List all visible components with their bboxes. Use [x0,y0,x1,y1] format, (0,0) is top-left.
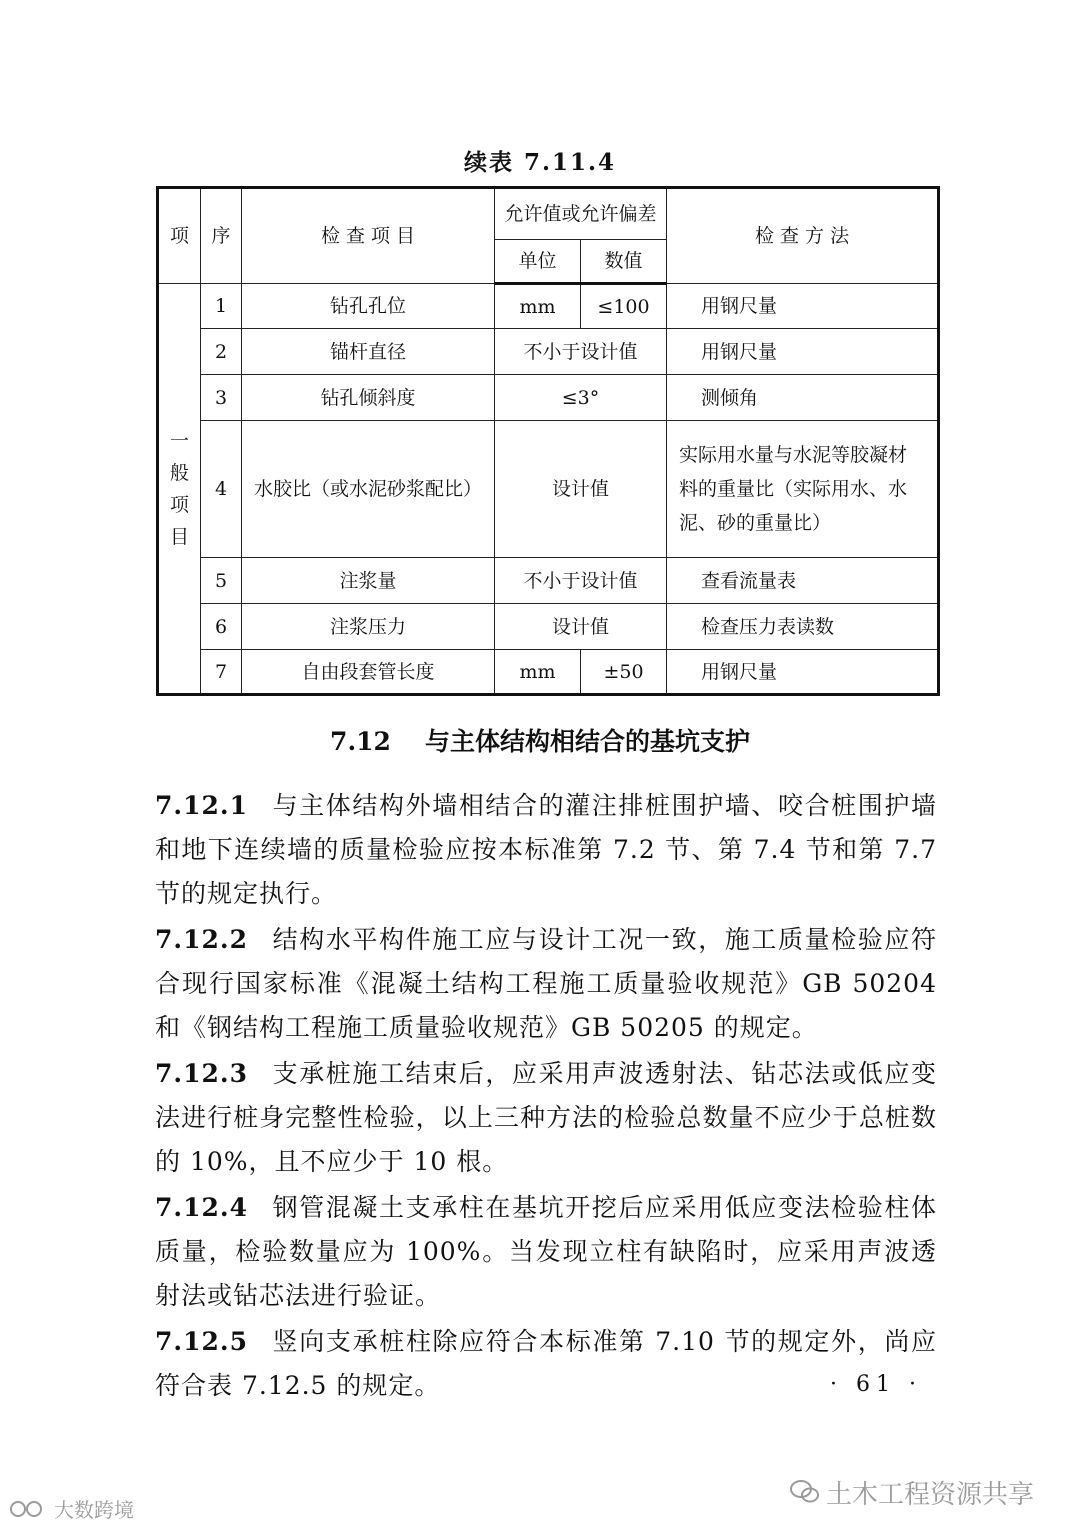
table-title: 续表 7.11.4 [463,149,617,176]
row-item: 注浆压力 [242,604,495,650]
clauses [155,784,937,1410]
header-allowance: 允许值或允许偏差 [495,188,667,240]
watermark-right [790,1474,1034,1512]
clause-paragraph [155,1320,937,1408]
section-title: 与主体结构相结合的基坑支护 [424,727,750,756]
clause-number: 7.12.2 [155,925,248,954]
row-seq: 4 [201,421,242,558]
table-header-row [158,188,939,240]
row-value: ≤100 [581,284,667,329]
row-seq: 7 [201,650,242,695]
clause-text: 结构水平构件施工应与设计工况一致，施工质量检验应符合现行国家标准《混凝土结构工程施工质量验收规范》GB 50204 和《钢结构工程施工质量验收规范》GB 50205 的规定。 [155,925,937,1042]
row-item: 钻孔孔位 [242,284,495,329]
row-item: 水胶比（或水泥砂浆配比） [242,421,495,558]
row-method: 测倾角 [667,375,939,421]
clause-number: 7.12.1 [155,791,248,820]
header-unit: 单位 [495,240,581,284]
section-number: 7.12 [330,727,391,756]
watermark-left [8,1494,134,1524]
header-method: 检 查 方 法 [667,188,939,284]
group-label [158,284,201,695]
row-method: 用钢尺量 [667,650,939,695]
group-label-char: 目 [169,525,189,548]
header-item: 项 [158,188,201,284]
clause-number: 7.12.4 [155,1193,248,1222]
clause-paragraph [155,1186,937,1318]
row-allowance: 设计值 [495,421,667,558]
section-heading [0,722,1080,758]
row-item: 自由段套管长度 [242,650,495,695]
row-item: 钻孔倾斜度 [242,375,495,421]
row-method: 用钢尺量 [667,284,939,329]
page-number: · 61 · [830,1372,922,1397]
header-check-item: 检 查 项 目 [242,188,495,284]
clause-text: 竖向支承桩柱除应符合本标准第 7.10 节的规定外，尚应符合表 7.12.5 的规定。 [155,1327,937,1400]
clause-text: 与主体结构外墙相结合的灌注排桩围护墙、咬合桩围护墙和地下连续墙的质量检验应按本标准第 7.2 节、第 7.4 节和第 7.7 节的规定执行。 [155,791,937,908]
clause-paragraph [155,784,937,916]
clause-text: 钢管混凝土支承柱在基坑开挖后应采用低应变法检验柱体质量，检验数量应为 100%。当发现立柱有缺陷时，应采用声波透射法或钻芯法进行验证。 [155,1193,937,1310]
table-row [158,329,939,375]
clause-number: 7.12.5 [155,1327,248,1356]
table-row [158,650,939,695]
table-row [158,284,939,329]
row-seq: 5 [201,558,242,604]
row-allowance: 不小于设计值 [495,329,667,375]
row-value: ±50 [581,650,667,695]
row-seq: 3 [201,375,242,421]
header-value: 数值 [581,240,667,284]
row-seq: 2 [201,329,242,375]
row-unit: mm [495,650,581,695]
watermark-right-text: 土木工程资源共享 [826,1480,1035,1510]
clause-text: 支承桩施工结束后，应采用声波透射法、钻芯法或低应变法进行桩身完整性检验，以上三种方法的检验总数量不应少于总桩数的 10%，且不应少于 10 根。 [155,1059,937,1176]
group-label-char: 般 [169,461,189,484]
table-row [158,375,939,421]
row-method: 实际用水量与水泥等胶凝材料的重量比（实际用水、水泥、砂的重量比） [667,421,939,558]
logo-icon [8,1499,48,1524]
row-unit: mm [495,284,581,329]
row-item: 锚杆直径 [242,329,495,375]
row-seq: 1 [201,284,242,329]
row-method: 用钢尺量 [667,329,939,375]
row-allowance: ≤3° [495,375,667,421]
clause-paragraph [155,918,937,1050]
row-method: 查看流量表 [667,558,939,604]
table-row [158,604,939,650]
header-seq: 序 [201,188,242,284]
group-label-char: 项 [169,493,189,516]
spec-table [156,186,940,696]
row-method: 检查压力表读数 [667,604,939,650]
group-label-char: 一 [169,429,189,452]
row-seq: 6 [201,604,242,650]
clause-paragraph [155,1052,937,1184]
table-row [158,558,939,604]
row-allowance: 不小于设计值 [495,558,667,604]
wechat-icon [790,1479,820,1512]
table-row [158,421,939,558]
watermark-left-text: 大数跨境 [54,1498,134,1522]
row-item: 注浆量 [242,558,495,604]
clause-number: 7.12.3 [155,1059,248,1088]
row-allowance: 设计值 [495,604,667,650]
